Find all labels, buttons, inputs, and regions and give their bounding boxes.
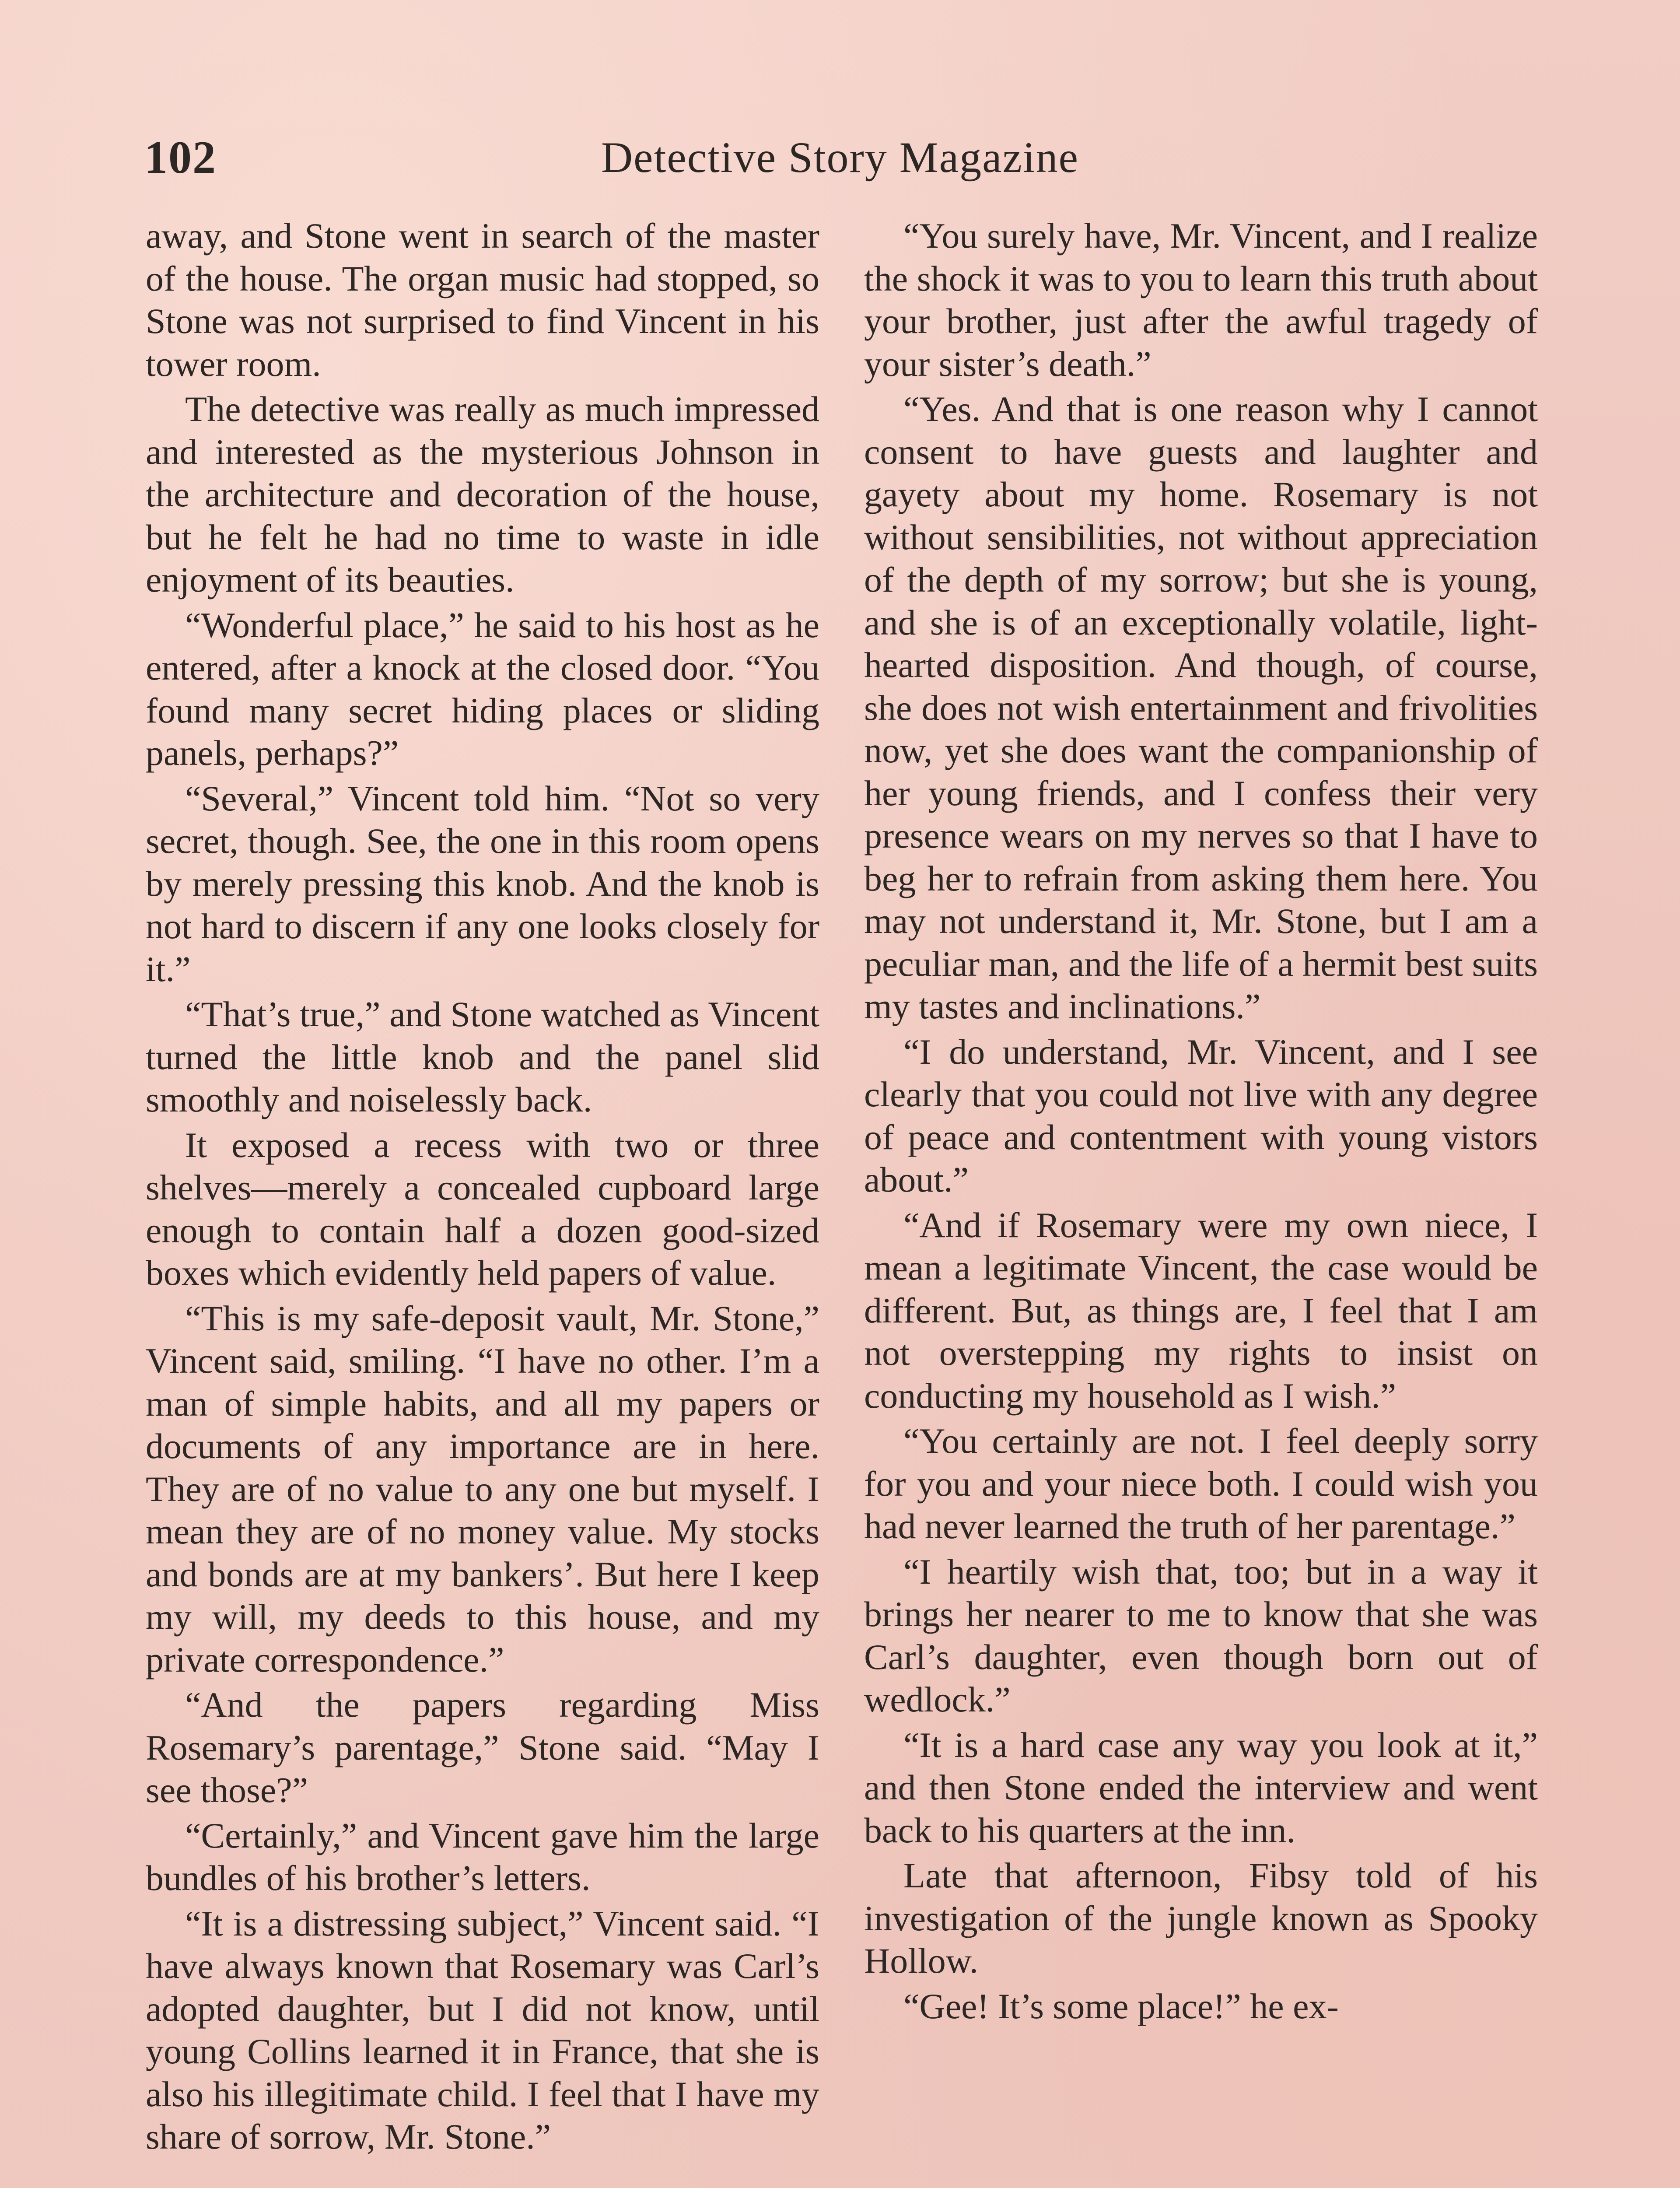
running-head: Detective Story Magazine <box>601 133 1079 182</box>
paragraph: “That’s true,” and Stone watched as Vincent turned the little knob and the panel slid smoothly and noiselessly back. <box>146 994 819 1119</box>
paragraph: The detective was really as much impressed and interested as the mysterious Johnson in the architecture and decoration of the house, but he felt he had no time to waste in idle enjoyment of its beauties. <box>146 389 819 600</box>
paragraph: away, and Stone went in search of the master of the house. The organ music had stopped, so Stone was not surprised to find Vincent in his tower room. <box>146 216 819 384</box>
paragraph: “And the papers regarding Miss Rosemary’s parentage,” Stone said. “May I see those?” <box>146 1685 819 1810</box>
page-header <box>144 123 1536 193</box>
paragraph: “You surely have, Mr. Vincent, and I realize the shock it was to you to learn this truth about your brother, just after the awful tragedy of your sister’s death.” <box>864 216 1538 384</box>
paragraph: “Gee! It’s some place!” he ex- <box>903 1986 1339 2026</box>
paragraph: “I heartily wish that, too; but in a way it brings her nearer to me to know that she was Carl’s daughter, even though born out of wedlock.” <box>864 1551 1538 1719</box>
paragraph: “It is a hard case any way you look at it,” and then Stone ended the interview and went back to his quarters at the inn. <box>864 1725 1538 1850</box>
paragraph: Late that afternoon, Fibsy told of his investigation of the jungle known as Spooky Hollow. <box>864 1855 1538 1981</box>
page-number: 102 <box>144 132 217 183</box>
right-column <box>864 214 1538 2030</box>
paragraph: “This is my safe-deposit vault, Mr. Stone,” Vincent said, smiling. “I have no other. I’m a man of simple habits, and all my papers or documents of any importance are in here. They are of no value to any one but myself. I mean they are of no money value. My stocks and bonds are at my bankers’. But here I keep my will, my deeds to this house, and my private correspondence.” <box>146 1298 819 1680</box>
paragraph: “Yes. And that is one reason why I cannot consent to have guests and laughter and gayety about my home. Rosemary is not without sensibilities, not without appreciation of the depth of my sorrow; but she is young, and she is of an exceptionally volatile, light-hearted disposition. And though, of course, she does not wish entertainment and frivolities now, yet she does want the companionship of her young friends, and I confess their very presence wears on my nerves so that I have to beg her to refrain from asking them here. You may not understand it, Mr. Stone, but I am a peculiar man, and the life of a hermit best suits my tastes and inclinations.” <box>864 389 1538 1026</box>
paragraph: “You certainly are not. I feel deeply sorry for you and your niece both. I could wish you had never learned the truth of her parentage.” <box>864 1421 1538 1546</box>
paragraph: “Wonderful place,” he said to his host as he entered, after a knock at the closed door. “You found many secret hiding places or sliding panels, perhaps?” <box>146 605 819 773</box>
paragraph: It exposed a recess with two or three shelves—merely a concealed cupboard large enough to contain half a dozen good-sized boxes which evidently held papers of value. <box>146 1125 819 1293</box>
paragraph: “Certainly,” and Vincent gave him the large bundles of his brother’s letters. <box>146 1815 819 1898</box>
paragraph: “And if Rosemary were my own niece, I mean a legitimate Vincent, the case would be different. But, as things are, I feel that I am not overstepping my rights to insist on conducting my household as I wish.” <box>864 1205 1538 1416</box>
left-column <box>146 214 819 2161</box>
paragraph: “Several,” Vincent told him. “Not so very secret, though. See, the one in this room opens by merely pressing this knob. And the knob is not hard to discern if any one looks closely for it.” <box>146 778 819 989</box>
paragraph: “I do understand, Mr. Vincent, and I see clearly that you could not live with any degree of peace and contentment with young vistors about.” <box>864 1031 1538 1199</box>
paragraph: “It is a distressing subject,” Vincent said. “I have always known that Rosemary was Carl’s adopted daughter, but I did not know, until young Collins learned it in France, that she is also his illegitimate child. I feel that I have my share of sorrow, Mr. Stone.” <box>146 1903 819 2156</box>
